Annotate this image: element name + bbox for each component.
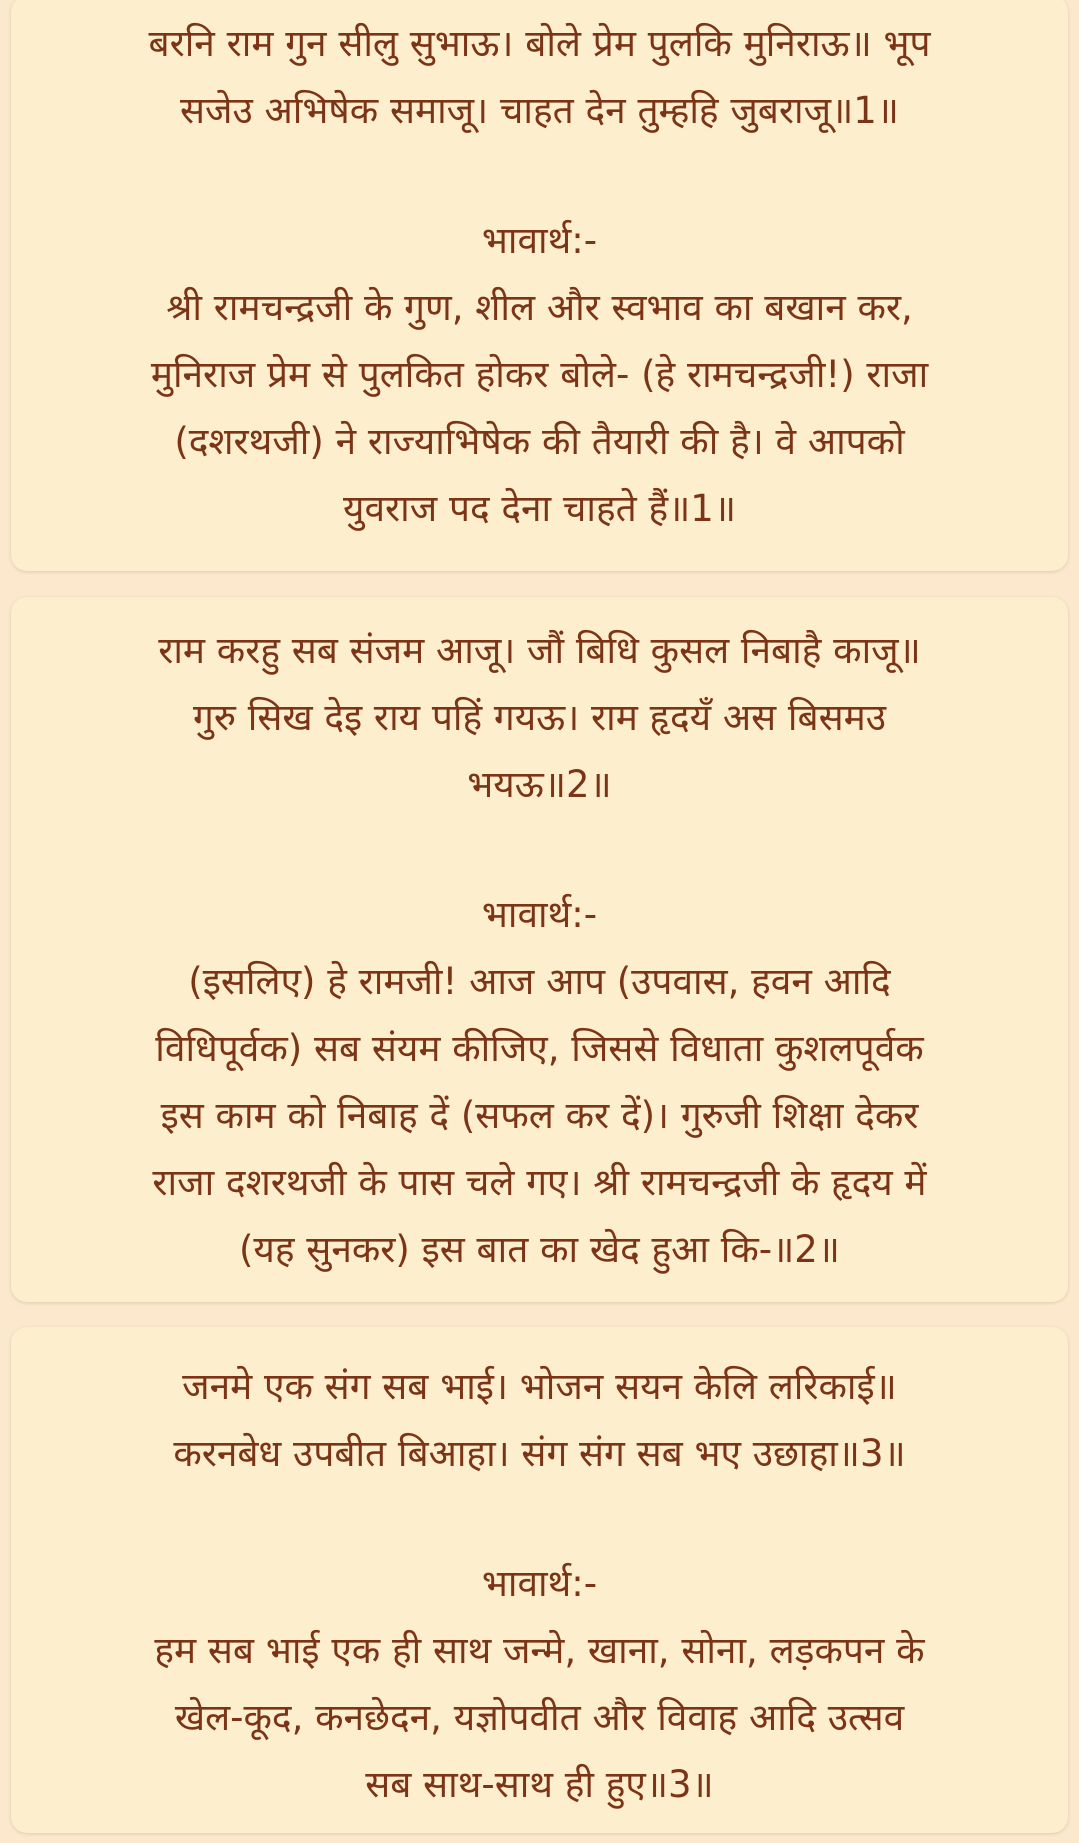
spacer <box>19 1487 1060 1550</box>
meaning-line: (यह सुनकर) इस बात का खेद हुआ कि-॥2॥ <box>239 1228 840 1271</box>
meaning-line: मुनिराज प्रेम से पुलकित होकर बोले- (हे रामचन्द्रजी!) राजा <box>150 353 929 396</box>
bhavarth-label: भावार्थ:- <box>481 893 598 936</box>
verse-line: करनबेध उपबीत बिआहा। संग संग सब भए उछाहा॥3॥ <box>173 1432 906 1475</box>
meaning-line: (दशरथजी) ने राज्याभिषेक की तैयारी की है। वे आपको <box>174 420 905 463</box>
verse-line: राम करहु सब संजम आजू। जौं बिधि कुसल निबाहै काजू॥ <box>158 629 921 672</box>
meaning-line: खेल-कूद, कनछेदन, यज्ञोपवीत और विवाह आदि उत्सव <box>174 1696 905 1739</box>
verse-card <box>11 597 1068 1302</box>
verse-line: भयऊ॥2॥ <box>467 763 612 806</box>
meaning-line: सब साथ-साथ ही हुए॥3॥ <box>365 1763 714 1806</box>
verse-card <box>11 1327 1068 1833</box>
meaning-line: श्री रामचन्द्रजी के गुण, शील और स्वभाव का बखान कर, <box>166 286 913 329</box>
verse-line: जनमे एक संग सब भाई। भोजन सयन केलि लरिकाई॥ <box>182 1365 897 1408</box>
verse-line: गुरु सिख देइ राय पहिं गयऊ। राम हृदयँ अस बिसमउ <box>193 696 886 739</box>
bhavarth-label: भावार्थ:- <box>481 1562 598 1605</box>
meaning-line: राजा दशरथजी के पास चले गए। श्री रामचन्द्रजी के हृदय में <box>152 1161 927 1204</box>
bhavarth-label: भावार्थ:- <box>481 219 598 262</box>
meaning-line: हम सब भाई एक ही साथ जन्मे, खाना, सोना, लड़कपन के <box>154 1629 925 1672</box>
verse-line: सजेउ अभिषेक समाजू। चाहत देन तुम्हहि जुबराजू॥1॥ <box>180 89 899 132</box>
spacer <box>19 144 1060 207</box>
verse-line: बरनि राम गुन सीलु सुभाऊ। बोले प्रेम पुलकि मुनिराऊ॥ भूप <box>148 22 931 65</box>
verse-card <box>11 0 1068 571</box>
meaning-line: (इसलिए) हे रामजी! आज आप (उपवास, हवन आदि <box>188 960 891 1003</box>
meaning-line: युवराज पद देना चाहते हैं॥1॥ <box>342 487 736 530</box>
meaning-line: इस काम को निबाह दें (सफल कर दें)। गुरुजी शिक्षा देकर <box>160 1094 919 1137</box>
meaning-line: विधिपूर्वक) सब संयम कीजिए, जिससे विधाता कुशलपूर्वक <box>155 1027 924 1070</box>
spacer <box>19 818 1060 881</box>
